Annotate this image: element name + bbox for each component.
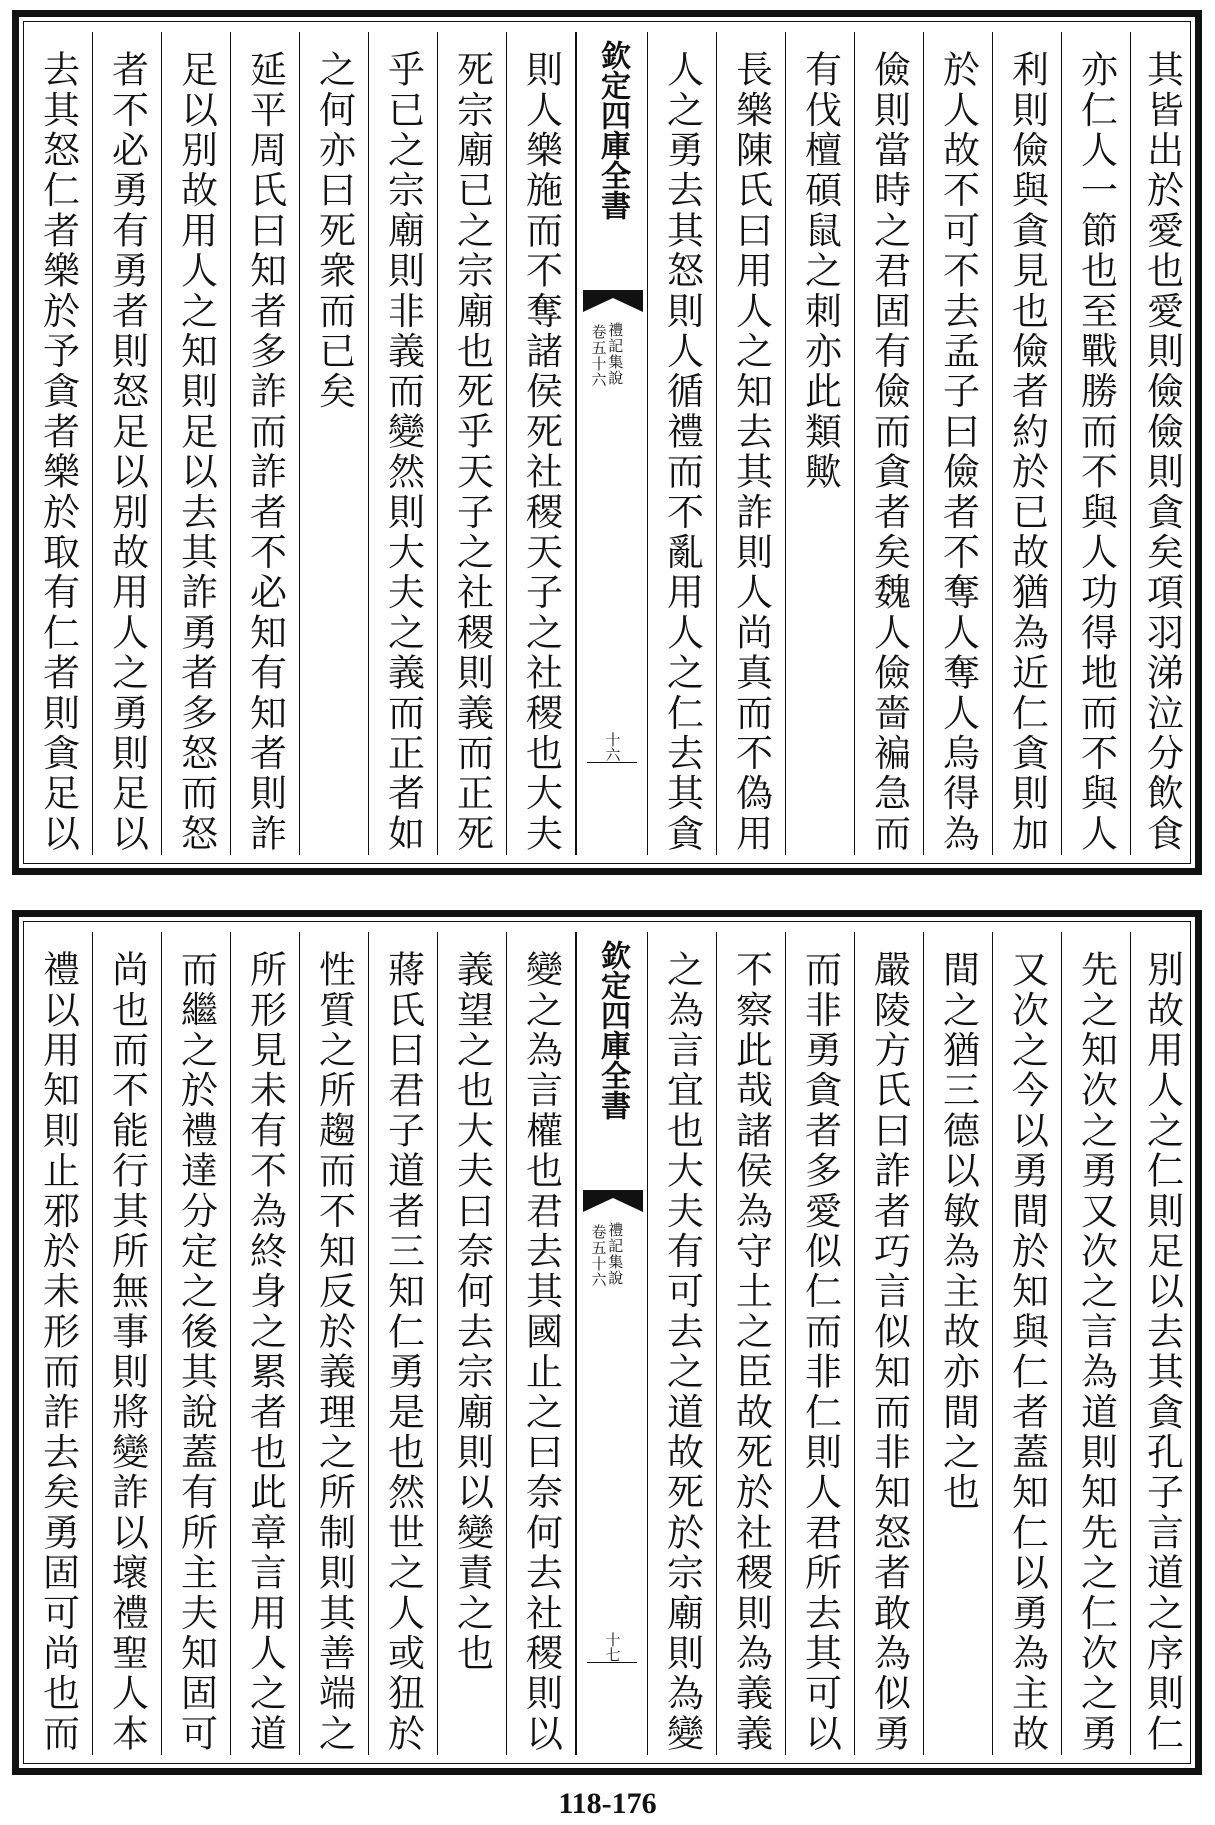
fishtail-mark — [583, 1190, 643, 1212]
text-column — [93, 932, 162, 1755]
text-column — [924, 32, 993, 855]
text-column — [369, 32, 438, 855]
column-text: 蔣氏曰君子道者三知仁勇是也然世之人或狃於 — [381, 950, 425, 1754]
text-column — [438, 32, 507, 855]
center-fold — [576, 32, 648, 855]
column-text: 嚴陵方氏曰詐者巧言似知而非知怒者敢為似勇 — [867, 950, 911, 1754]
text-column — [231, 32, 300, 855]
text-column — [93, 32, 162, 855]
column-text: 者不必勇有勇者則怒足以別故用人之勇則足以 — [105, 50, 149, 854]
page-bottom — [12, 910, 1202, 1775]
text-column — [648, 932, 717, 1755]
column-text: 於人故不可不去孟子曰儉者不奪人奪人烏得為 — [936, 50, 980, 854]
text-column — [162, 32, 231, 855]
column-text: 有伐檀碩鼠之刺亦此類歟 — [798, 50, 842, 493]
fishtail-mark — [583, 290, 643, 312]
source-title: 禮記集說 — [606, 1222, 625, 1286]
text-column — [507, 32, 576, 855]
book-title: 欽定四庫全書 — [595, 40, 630, 220]
text-column — [438, 932, 507, 1755]
column-text: 間之猶三德以敏為主故亦間之也 — [936, 950, 980, 1513]
folio-number: 十七 — [603, 1632, 622, 1662]
column-text: 利則儉與貪見也儉者約於已故猶為近仁貪則加 — [1005, 50, 1049, 854]
text-column — [231, 932, 300, 1755]
column-text: 又次之今以勇間於知與仁者蓋知仁以勇為主故 — [1005, 950, 1049, 1754]
text-column — [300, 932, 369, 1755]
column-text: 乎已之宗廟則非義而變然則大夫之義而正者如 — [381, 50, 425, 854]
text-column — [717, 932, 786, 1755]
text-column — [993, 932, 1062, 1755]
column-text: 去其怒仁者樂於予貪者樂於取有仁者則貪足以 — [36, 50, 80, 854]
text-column — [855, 32, 924, 855]
column-text: 義望之也大夫曰奈何去宗廟則以變責之也 — [450, 950, 494, 1674]
page-number: 118-176 — [558, 1787, 657, 1820]
text-column — [24, 932, 93, 1755]
column-text: 長樂陳氏曰用人之知去其詐則人尚真而不偽用 — [729, 50, 773, 854]
column-text: 別故用人之仁則足以去其貪孔子言道之序則仁 — [1140, 950, 1184, 1754]
column-text: 性質之所趨而不知反於義理之所制則其善端之 — [312, 950, 356, 1754]
text-column — [924, 932, 993, 1755]
text-column — [507, 932, 576, 1755]
text-column — [1062, 32, 1131, 855]
text-column — [1131, 932, 1193, 1755]
column-text: 而非勇貪者多愛似仁而非仁則人君所去其可以 — [798, 950, 842, 1754]
text-column — [786, 32, 855, 855]
text-column — [369, 932, 438, 1755]
text-column — [717, 32, 786, 855]
column-text: 則人樂施而不奪諸侯死社稷天子之社稷也大夫 — [519, 50, 563, 854]
text-column — [786, 932, 855, 1755]
column-text: 之何亦曰死衆而已矣 — [312, 50, 356, 412]
text-column — [1062, 932, 1131, 1755]
column-text: 死宗廟已之宗廟也死乎天子之社稷則義而正死 — [450, 50, 494, 854]
column-text: 之為言宜也大夫有可去之道故死於宗廟則為變 — [660, 950, 704, 1754]
volume-label: 卷五十六 — [589, 1224, 608, 1288]
column-text: 尚也而不能行其所無事則將變詐以壞禮聖人本 — [105, 950, 149, 1754]
column-text: 不察此哉諸侯為守土之臣故死於社稷則為義義 — [729, 950, 773, 1754]
text-column — [855, 932, 924, 1755]
text-column — [300, 32, 369, 855]
center-fold — [576, 932, 648, 1755]
column-text: 足以別故用人之知則足以去其詐勇者多怒而怒 — [174, 50, 218, 854]
text-column — [1131, 32, 1193, 855]
page-top — [12, 10, 1202, 875]
column-text: 延平周氏曰知者多詐而詐者不必知有知者則詐 — [243, 50, 287, 854]
volume-label: 卷五十六 — [589, 324, 608, 388]
text-column — [24, 32, 93, 855]
folio-number: 十六 — [603, 732, 622, 762]
folio-divider — [587, 1662, 637, 1663]
column-text: 變之為言權也君去其國止之曰奈何去社稷則以 — [519, 950, 563, 1754]
page-frame — [23, 921, 1191, 1764]
column-text: 儉則當時之君固有儉而貪者矣魏人儉嗇褊急而 — [867, 50, 911, 854]
column-text: 所形見未有不為終身之累者也此章言用人之道 — [243, 950, 287, 1754]
text-column — [162, 932, 231, 1755]
column-text: 亦仁人一節也至戰勝而不與人功得地而不與人 — [1074, 50, 1118, 854]
book-title: 欽定四庫全書 — [595, 940, 630, 1120]
source-title: 禮記集說 — [606, 322, 625, 386]
column-text: 其皆出於愛也愛則儉儉則貪矣項羽涕泣分飲食 — [1140, 50, 1184, 854]
text-column — [648, 32, 717, 855]
column-text: 禮以用知則止邪於未形而詐去矣勇固可尚也而 — [36, 950, 80, 1754]
column-text: 而繼之於禮達分定之後其說蓋有所主夫知固可 — [174, 950, 218, 1754]
page-frame — [23, 21, 1191, 864]
column-text: 人之勇去其怒則人循禮而不亂用人之仁去其貪 — [660, 50, 704, 854]
column-text: 先之知次之勇又次之言為道則知先之仁次之勇 — [1074, 950, 1118, 1754]
text-column — [993, 32, 1062, 855]
folio-divider — [587, 762, 637, 763]
